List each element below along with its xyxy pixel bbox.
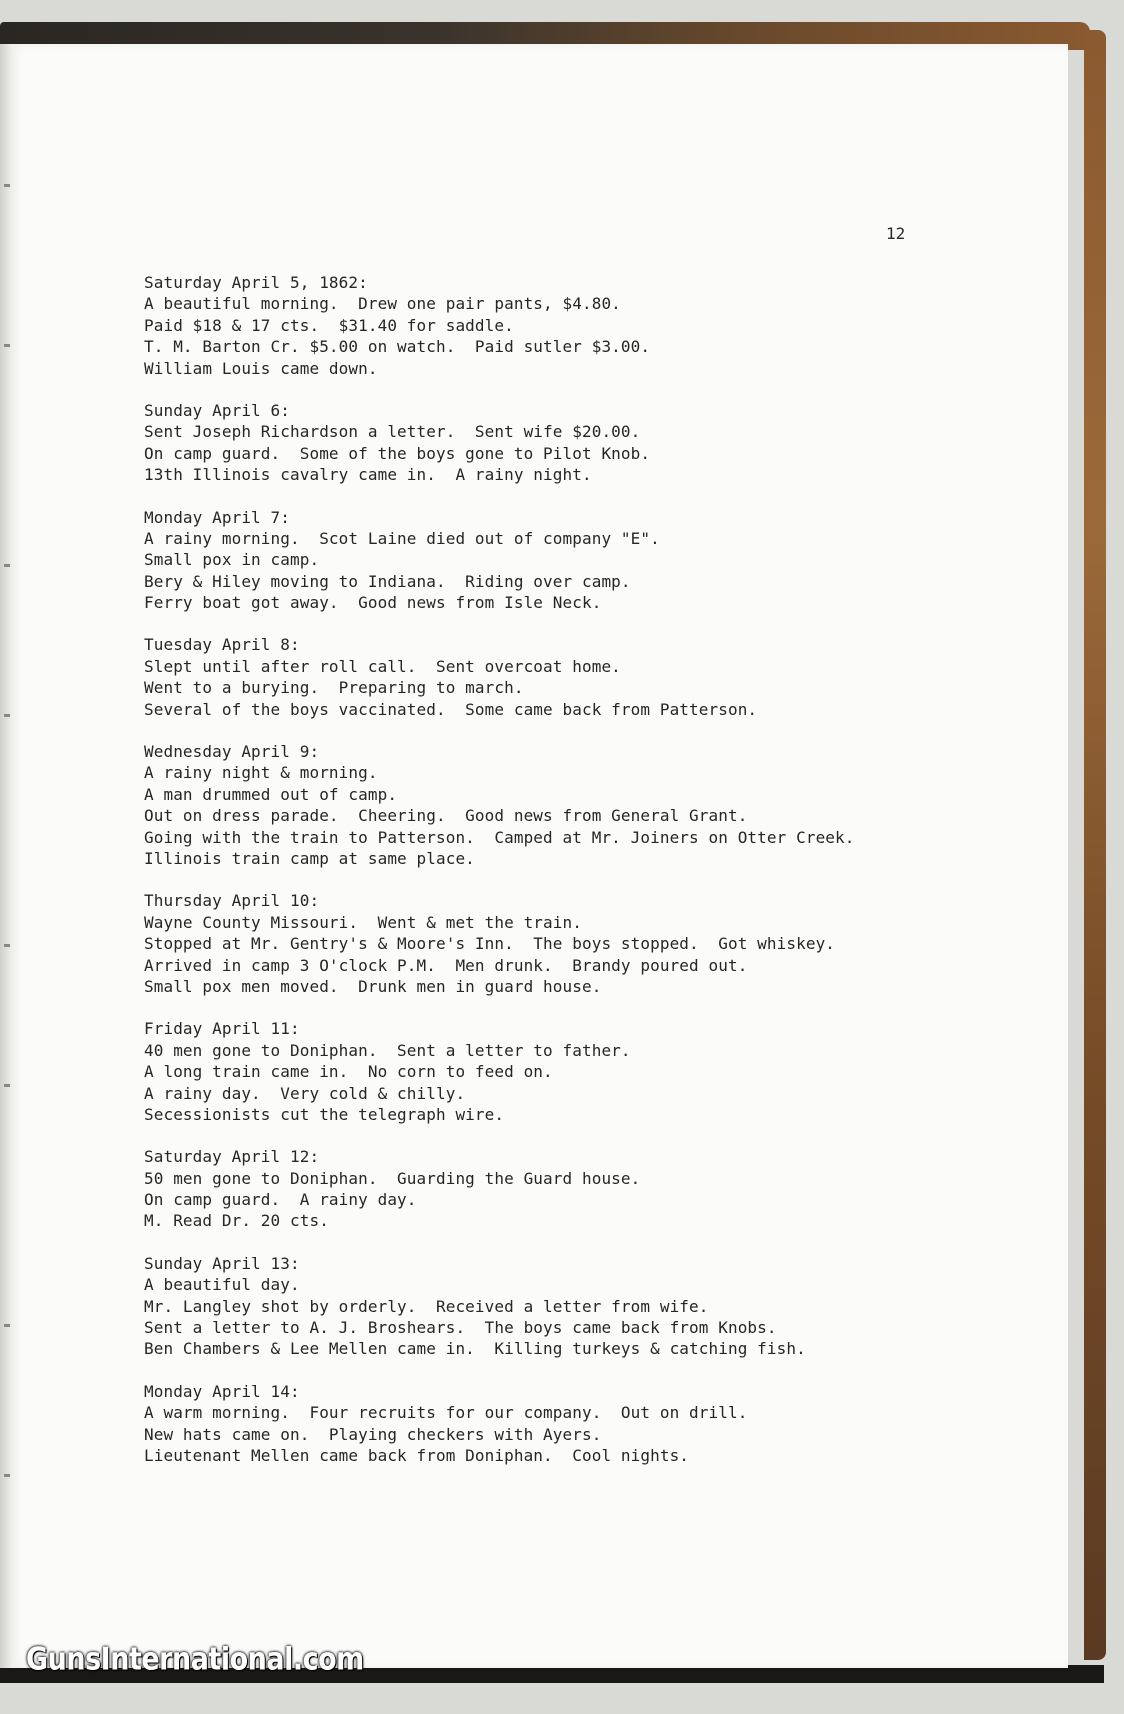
diary-entry	[144, 272, 944, 379]
entry-line: Sent Joseph Richardson a letter. Sent wife $20.00.	[144, 422, 641, 442]
entry-line: Lieutenant Mellen came back from Doniphan. Cool nights.	[144, 1445, 690, 1465]
diary-entries	[144, 272, 944, 1487]
entry-heading: Thursday April 10:	[144, 891, 320, 911]
watermark-logo: GunsInternational.com	[26, 1642, 364, 1678]
diary-entry	[144, 507, 944, 614]
edge-mark	[4, 1324, 10, 1327]
edge-mark	[4, 1084, 10, 1087]
entry-line: On camp guard. Some of the boys gone to Pilot Knob.	[144, 443, 651, 463]
entry-line: On camp guard. A rainy day.	[144, 1190, 417, 1210]
entry-line: Out on dress parade. Cheering. Good news from General Grant.	[144, 806, 748, 826]
entry-line: A beautiful morning. Drew one pair pants, $4.80.	[144, 294, 621, 314]
entry-line: Paid $18 & 17 cts. $31.40 for saddle.	[144, 315, 514, 335]
entry-heading: Saturday April 12:	[144, 1147, 320, 1167]
entry-line: 40 men gone to Doniphan. Sent a letter to father.	[144, 1040, 631, 1060]
entry-line: Arrived in camp 3 O'clock P.M. Men drunk. Brandy poured out.	[144, 955, 748, 975]
entry-line: Illinois train camp at same place.	[144, 848, 475, 868]
entry-line: T. M. Barton Cr. $5.00 on watch. Paid sutler $3.00.	[144, 337, 651, 357]
entry-heading: Monday April 7:	[144, 507, 290, 527]
edge-mark	[4, 1474, 10, 1477]
edge-mark	[4, 944, 10, 947]
diary-entry	[144, 634, 944, 720]
entry-line: A long train came in. No corn to feed on.	[144, 1062, 553, 1082]
entry-heading: Wednesday April 9:	[144, 742, 320, 762]
entry-line: A beautiful day.	[144, 1275, 300, 1295]
entry-line: A rainy night & morning.	[144, 763, 378, 783]
entry-line: 13th Illinois cavalry came in. A rainy night.	[144, 465, 592, 485]
diary-entry	[144, 1146, 944, 1232]
entry-line: Ferry boat got away. Good news from Isle Neck.	[144, 593, 602, 613]
entry-line: Ben Chambers & Lee Mellen came in. Killing turkeys & catching fish.	[144, 1339, 806, 1359]
entry-line: A man drummed out of camp.	[144, 784, 398, 804]
entry-line: A rainy morning. Scot Laine died out of company "E".	[144, 528, 660, 548]
entry-line: M. Read Dr. 20 cts.	[144, 1211, 329, 1231]
diary-entry	[144, 890, 944, 997]
entry-line: Wayne County Missouri. Went & met the train.	[144, 912, 582, 932]
entry-line: Small pox men moved. Drunk men in guard house.	[144, 976, 602, 996]
entry-line: 50 men gone to Doniphan. Guarding the Guard house.	[144, 1168, 641, 1188]
diary-entry	[144, 741, 944, 869]
entry-line: Slept until after roll call. Sent overcoat home.	[144, 656, 621, 676]
entry-line: Sent a letter to A. J. Broshears. The boys came back from Knobs.	[144, 1318, 777, 1338]
entry-line: A rainy day. Very cold & chilly.	[144, 1083, 466, 1103]
entry-line: Small pox in camp.	[144, 550, 320, 570]
diary-entry	[144, 1253, 944, 1360]
entry-line: New hats came on. Playing checkers with Ayers.	[144, 1424, 602, 1444]
entry-line: Secessionists cut the telegraph wire.	[144, 1104, 505, 1124]
entry-line: William Louis came down.	[144, 358, 378, 378]
entry-line: Went to a burying. Preparing to march.	[144, 678, 524, 698]
entry-line: Bery & Hiley moving to Indiana. Riding over camp.	[144, 571, 631, 591]
entry-heading: Tuesday April 8:	[144, 635, 300, 655]
entry-heading: Saturday April 5, 1862:	[144, 273, 368, 292]
entry-line: Stopped at Mr. Gentry's & Moore's Inn. The boys stopped. Got whiskey.	[144, 934, 836, 954]
entry-line: A warm morning. Four recruits for our company. Out on drill.	[144, 1403, 748, 1423]
edge-mark	[4, 564, 10, 567]
entry-line: Mr. Langley shot by orderly. Received a letter from wife.	[144, 1296, 709, 1316]
entry-heading: Sunday April 13:	[144, 1253, 300, 1273]
entry-heading: Monday April 14:	[144, 1381, 300, 1401]
entry-heading: Friday April 11:	[144, 1019, 300, 1039]
entry-line: Going with the train to Patterson. Camped at Mr. Joiners on Otter Creek.	[144, 827, 855, 847]
entry-heading: Sunday April 6:	[144, 400, 290, 420]
page-left-edge	[0, 44, 12, 1668]
edge-mark	[4, 344, 10, 347]
page-number: 12	[886, 224, 906, 243]
edge-mark	[4, 714, 10, 717]
diary-entry	[144, 1381, 944, 1467]
diary-entry	[144, 1018, 944, 1125]
binder-right-edge	[1084, 30, 1106, 1660]
edge-mark	[4, 184, 10, 187]
entry-line: Several of the boys vaccinated. Some came back from Patterson.	[144, 699, 758, 719]
diary-entry	[144, 400, 944, 486]
